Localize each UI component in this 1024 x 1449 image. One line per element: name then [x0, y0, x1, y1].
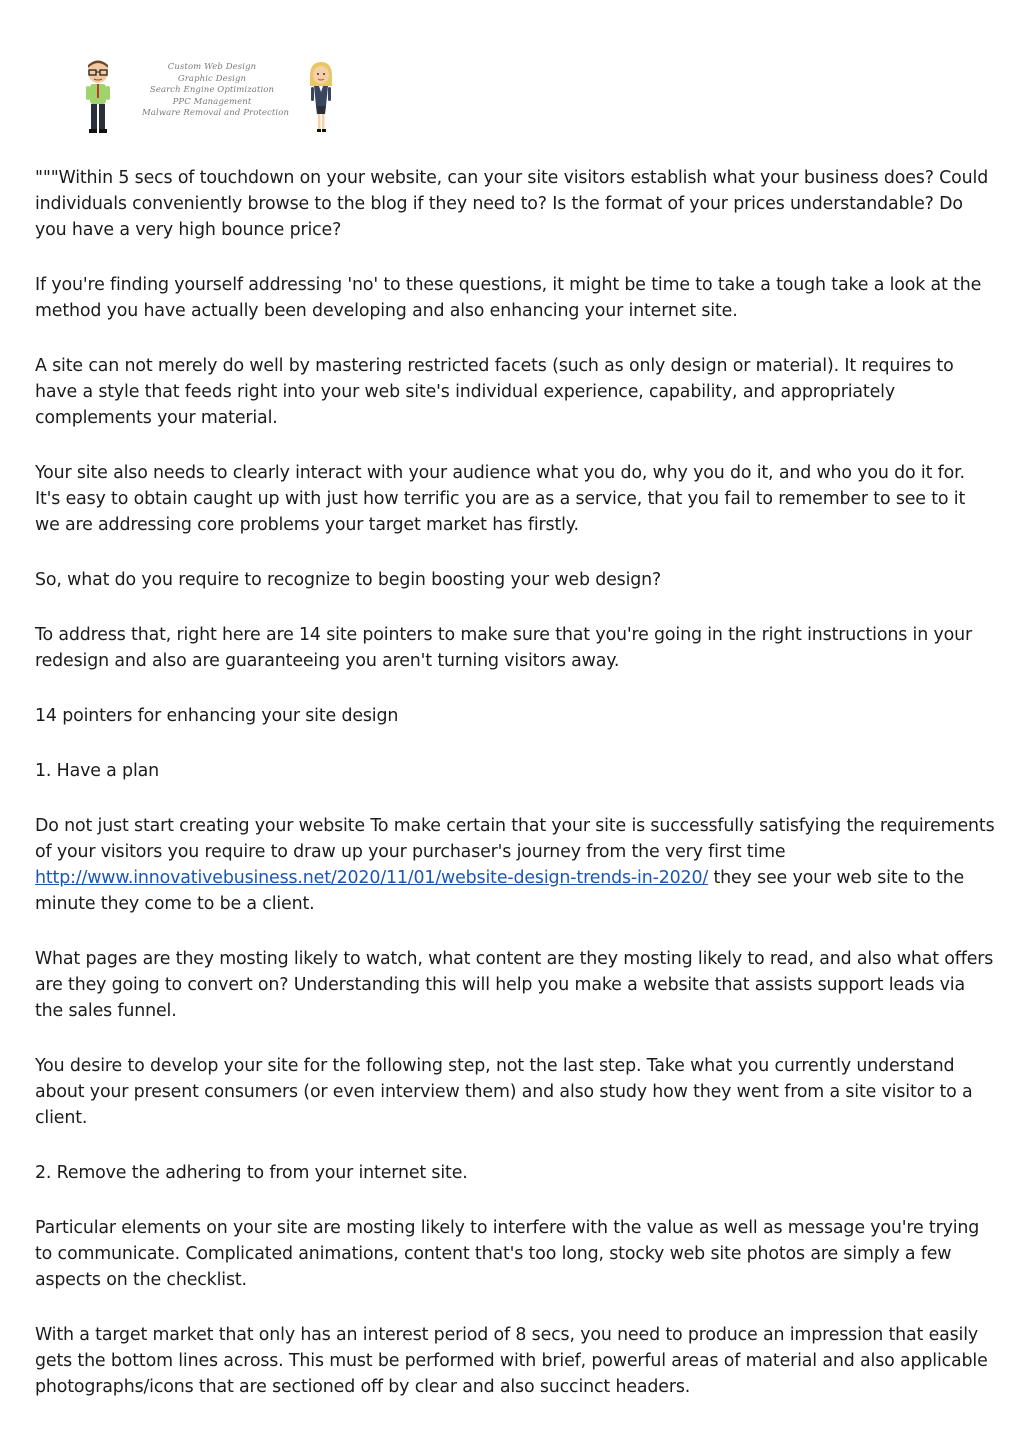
paragraph-with-link	[35, 813, 995, 917]
section-heading: 14 pointers for enhancing your site design	[35, 706, 399, 726]
paragraph: """Within 5 secs of touchdown on your website, can your site visitors establish what your business does? Could individuals conveniently browse to the blog if they need to? Is the format of your prices understandable? Do you have a very high bounce price?	[35, 168, 989, 240]
paragraph: What pages are they mosting likely to watch, what content are they mosting likely to read, and also what offers are they going to convert on? Understanding this will help you make a website that assists support leads via the sales funnel.	[35, 949, 994, 1021]
paragraph-text: Do not just start creating your website To make certain that your site is successfully satisfying the requirements of your visitors you require to draw up your purchaser's journey from the very first time	[35, 816, 995, 862]
service-item: Malware Removal and Protection	[142, 108, 290, 118]
tip-heading: 2. Remove the adhering to from your internet site.	[35, 1163, 468, 1183]
paragraph: Particular elements on your site are mosting likely to interfere with the value as well as message you're trying to communicate. Complicated animations, content that's too long, stocky web site photos are simply a few aspects on the checklist.	[35, 1218, 980, 1290]
service-item: Custom Web Design	[167, 62, 257, 72]
service-item: PPC Management	[172, 96, 252, 107]
header-banner	[60, 52, 360, 142]
paragraph: To address that, right here are 14 site pointers to make sure that you're going in the right instructions in your redesign and also are guaranteeing you aren't turning visitors away.	[35, 625, 972, 671]
service-item: Search Engine Optimization	[149, 85, 275, 95]
paragraph: A site can not merely do well by mastering restricted facets (such as only design or material). It requires to have a style that feeds right into your web site's individual experience, capability, and appropriately complements your material.	[35, 356, 954, 428]
paragraph-text: they see your web site to the minute they come to be a client.	[35, 868, 965, 914]
man-cartoon-icon	[80, 60, 116, 134]
paragraph: If you're finding yourself addressing 'no' to these questions, it might be time to take a tough take a look at the method you have actually been developing and also enhancing your internet site.	[35, 275, 982, 321]
paragraph: You desire to develop your site for the following step, not the last step. Take what you currently understand about your present consumers (or even interview them) and also study how they went from a site visitor to a client.	[35, 1056, 973, 1128]
paragraph: With a target market that only has an interest period of 8 secs, you need to produce an impression that easily gets the bottom lines across. This must be performed with brief, powerful areas of material and also applicable photographs/icons that are sectioned off by clear and also succinct headers.	[35, 1325, 988, 1397]
service-item: Graphic Design	[177, 73, 247, 84]
paragraph: Your site also needs to clearly interact with your audience what you do, why you do it, and who you do it for. It's easy to obtain caught up with just how terrific you are as a service, that you fail to remember to see to it we are addressing core problems your target market has firstly.	[35, 463, 966, 535]
woman-cartoon-icon	[306, 62, 336, 134]
paragraph: So, what do you require to recognize to begin boosting your web design?	[35, 570, 662, 590]
article-body	[35, 165, 995, 1429]
article-link[interactable]: http://www.innovativebusiness.net/2020/11/01/website-design-trends-in-2020/	[35, 868, 709, 888]
tip-heading: 1. Have a plan	[35, 761, 160, 781]
services-list	[142, 62, 290, 120]
